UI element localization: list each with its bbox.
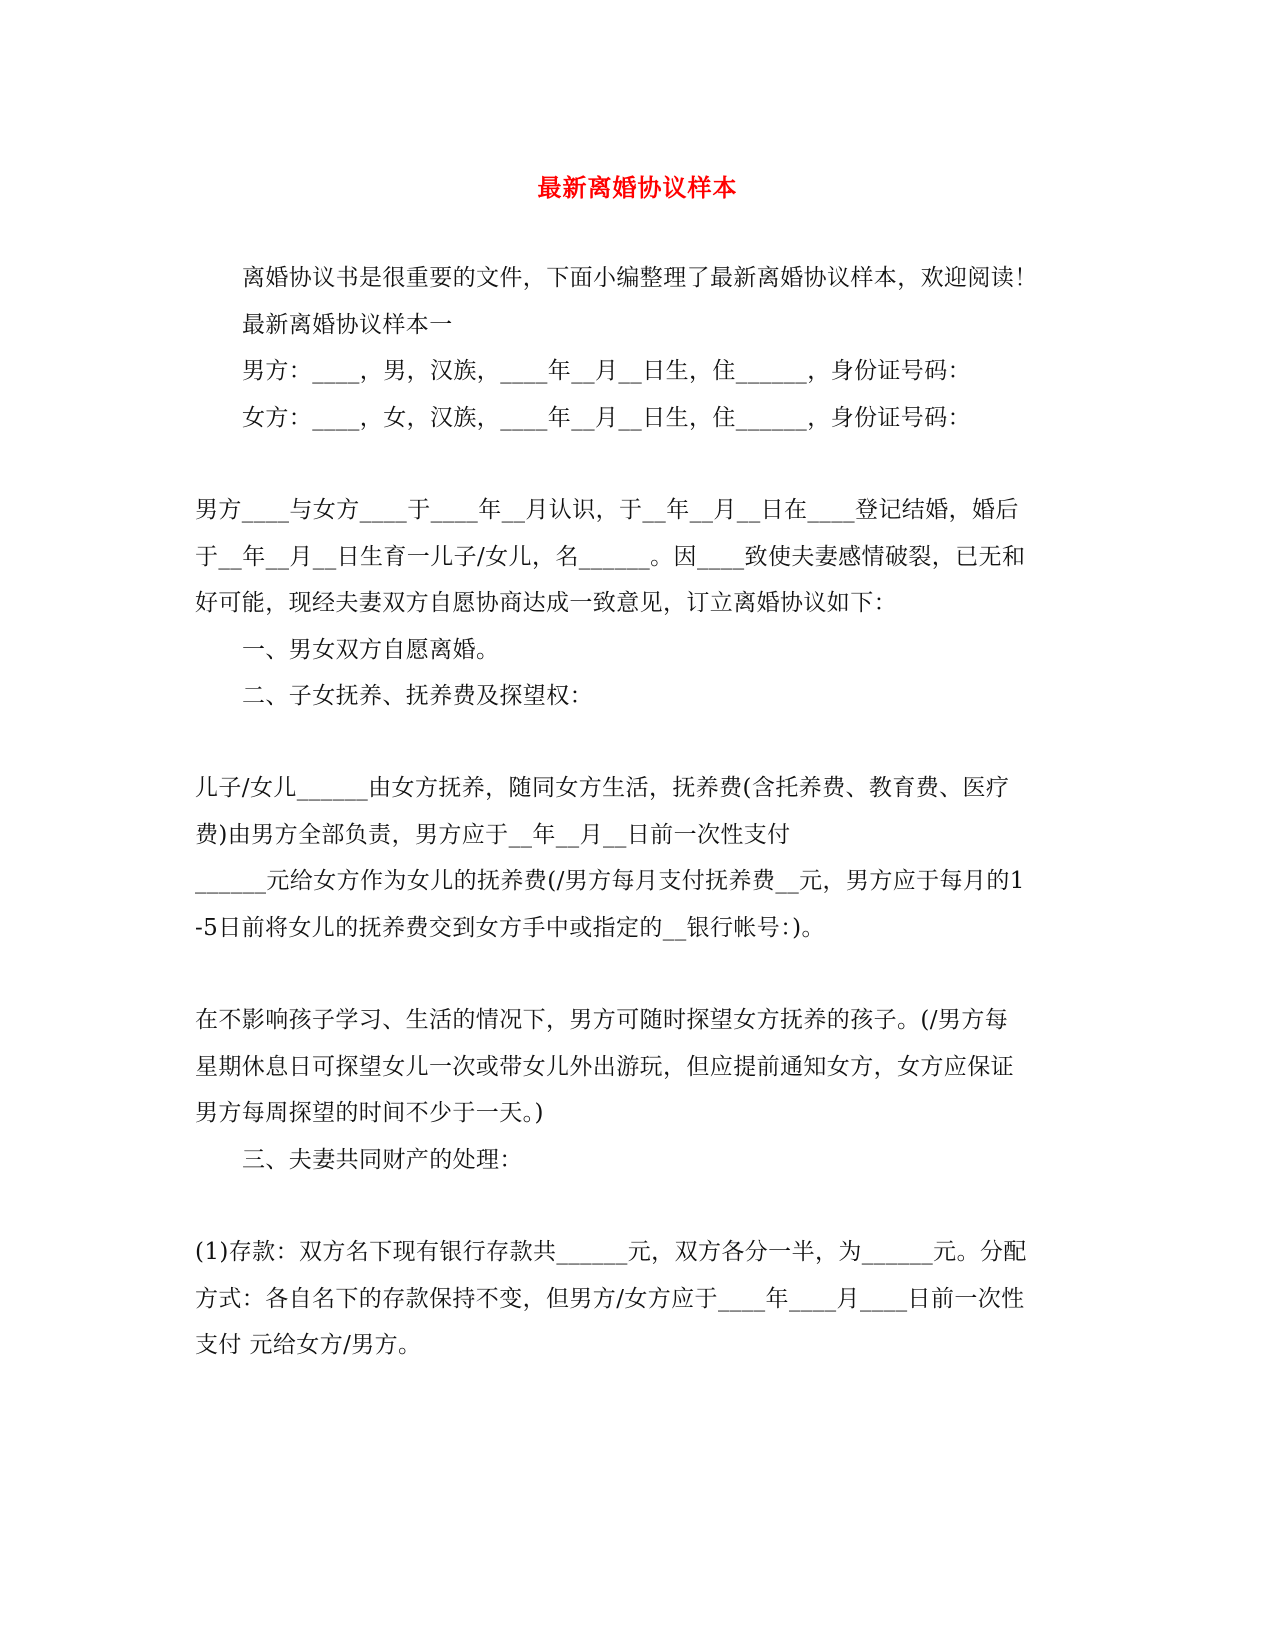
clause-2-heading: 二、子女抚养、抚养费及探望权： — [242, 683, 593, 709]
savings-paragraph-line-2: 方式：各自名下的存款保持不变，但男方/女方应于____年____月____日前一次性 — [195, 1286, 1025, 1312]
intro-paragraph: 离婚协议书是很重要的文件，下面小编整理了最新离婚协议样本，欢迎阅读！ — [242, 265, 1038, 291]
savings-paragraph-line-3: 支付 元给女方/男方。 — [195, 1332, 422, 1358]
sample-heading: 最新离婚协议样本一 — [242, 312, 453, 338]
visitation-paragraph-line-2: 星期休息日可探望女儿一次或带女儿外出游玩，但应提前通知女方，女方应保证 — [195, 1054, 1014, 1080]
custody-paragraph-line-2: 费)由男方全部负责，男方应于__年__月__日前一次性支付 — [195, 822, 791, 848]
visitation-paragraph-line-3: 男方每周探望的时间不少于一天。) — [195, 1100, 544, 1126]
visitation-paragraph-line-1: 在不影响孩子学习、生活的情况下，男方可随时探望女方抚养的孩子。(/男方每 — [195, 1007, 1009, 1033]
marriage-paragraph-line-1: 男方____与女方____于____年__月认识，于__年__月__日在____登记结婚，婚后 — [195, 497, 1019, 523]
marriage-paragraph-line-2: 于__年__月__日生育一儿子/女儿，名______。因____致使夫妻感情破裂，已无和 — [195, 544, 1026, 570]
document-title: 最新离婚协议样本 — [537, 173, 738, 202]
female-party-line: 女方：____，女，汉族，____年__月__日生，住______，身份证号码： — [242, 405, 971, 431]
custody-paragraph-line-4: -5日前将女儿的抚养费交到女方手中或指定的__银行帐号：)。 — [195, 915, 825, 941]
marriage-paragraph-line-3: 好可能，现经夫妻双方自愿协商达成一致意见，订立离婚协议如下： — [195, 590, 897, 616]
custody-paragraph-line-3: ______元给女方作为女儿的抚养费(/男方每月支付抚养费__元，男方应于每月的1 — [195, 868, 1025, 894]
male-party-line: 男方：____，男，汉族，____年__月__日生，住______，身份证号码： — [242, 358, 971, 384]
clause-3-heading: 三、夫妻共同财产的处理： — [242, 1147, 523, 1173]
clause-1: 一、男女双方自愿离婚。 — [242, 637, 500, 663]
custody-paragraph-line-1: 儿子/女儿______由女方抚养，随同女方生活，抚养费(含托养费、教育费、医疗 — [195, 775, 1010, 801]
savings-paragraph-line-1: (1)存款：双方名下现有银行存款共______元，双方各分一半，为______元。分配 — [195, 1239, 1027, 1265]
